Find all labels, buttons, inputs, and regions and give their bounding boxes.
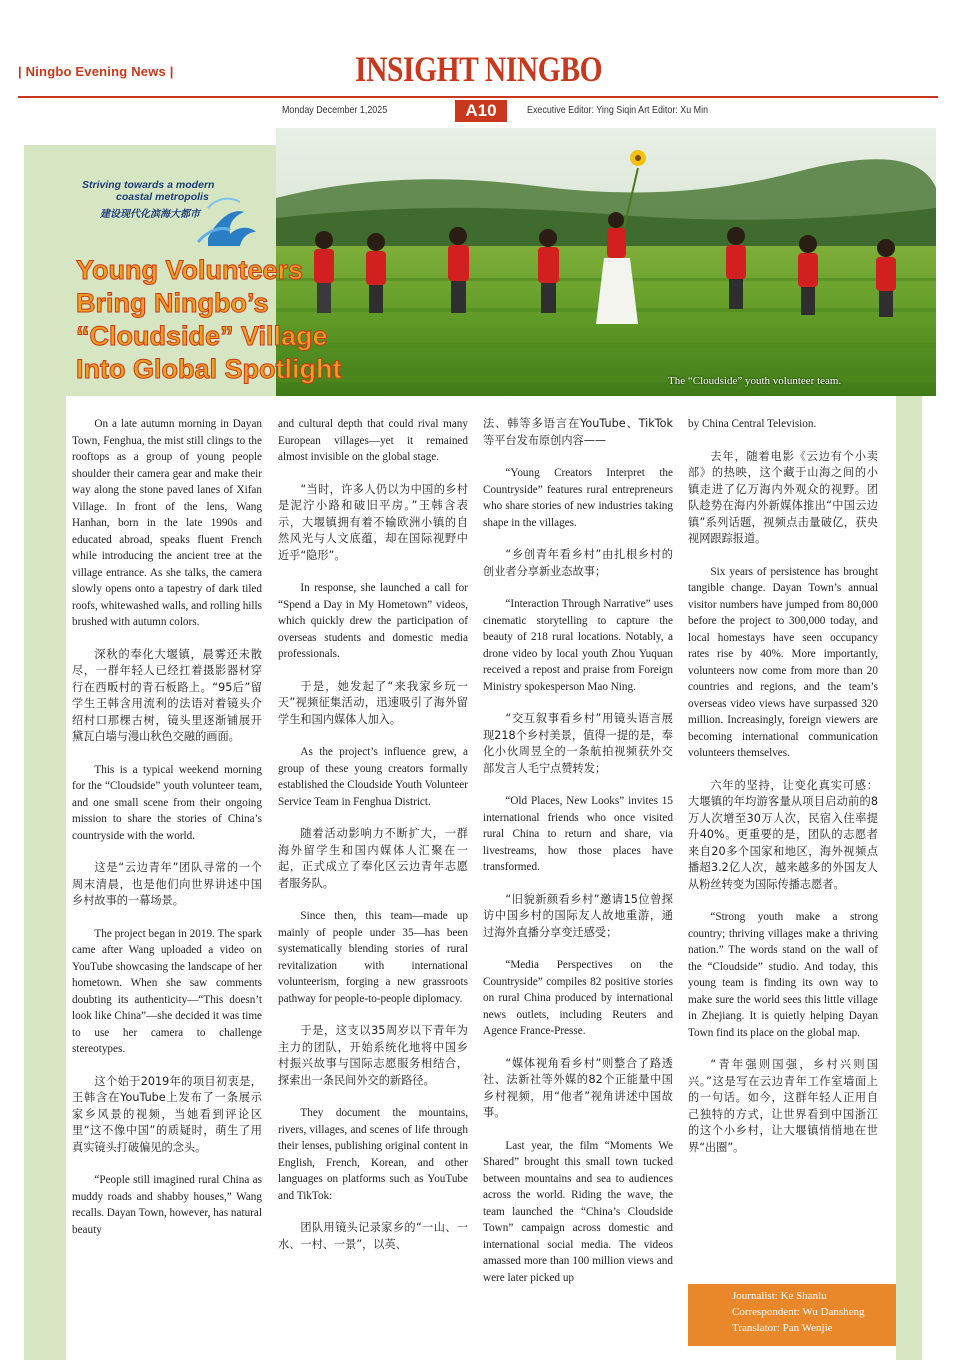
page-number-badge: A10 [455,100,507,122]
paragraph: “Strong youth make a strong country; thriving villages make a thriving nation.” The words stand on the wall of the “Cloudside” studio. And today, this young team is finding its own way to make sure the world sees this little village in Zhejiang. It is quietly helping Dayan Town find its place on the global map. [688,911,878,1039]
article-column-1 [72,416,262,1238]
issue-date: Monday December 1,2025 [282,104,388,116]
paragraph-zh: 随着活动影响力不断扩大，一群海外留学生和国内媒体人汇聚在一起，正式成立了奉化区云边青年志愿者服务队。 [278,827,468,890]
article-column-4 [688,416,878,1156]
headline [76,254,376,386]
masthead-rule [18,96,938,98]
headline-line-2: Bring Ningbo’s [76,288,269,318]
paragraph-zh: “当时，许多人仍以为中国的乡村是泥泞小路和破旧平房。”王韩含表示，大堰镇拥有着不输欧洲小镇的自然风光与人文底蕴，却在国际视野中近乎“隐形”。 [278,482,468,562]
article-column-2 [278,416,468,1253]
paragraph: This is a typical weekend morning for the “Cloudside” youth volunteer team, and one small scene from their ongoing mission to share the stories of China’s countryside with the world. [72,763,262,842]
logo-slogan-en-2: coastal metropolis [116,191,209,203]
headline-line-3: “Cloudside” Village [76,321,328,351]
paragraph-zh: 这是“云边青年”团队寻常的一个周末清晨，也是他们向世界讲述中国乡村故事的一幕场景。 [72,861,262,907]
headline-line-1: Young Volunteers [76,255,304,285]
paragraph-zh: “交互叙事看乡村”用镜头语言展现218个乡村美景，值得一提的是，奉化小伙周昱全的一条航拍视频获外交部发言人毛宁点赞转发； [483,712,673,775]
paragraph-zh: “乡创青年看乡村”由扎根乡村的创业者分享新业态故事； [483,548,673,578]
photo-caption: The “Cloudside” youth volunteer team. [668,375,842,387]
paragraph-zh: 于是，这支以35周岁以下青年为主力的团队，开始系统化地将中国乡村振兴故事与国际志愿服务相结合，探索出一条民间外交的新路径。 [278,1024,468,1087]
paragraph-zh: “青年强则国强，乡村兴则国兴。”这是写在云边青年工作室墙面上的一句话。如今，这群年轻人正用自己独特的方式，让世界看到中国浙江的这个小乡村，让大堰镇悄悄地在世界“出圈”。 [688,1058,878,1154]
paragraph: The project began in 2019. The spark came after Wang uploaded a video on YouTube showcasing the landscape of her hometown. When she saw comments doubting its authenticity—“This doesn’t look like China”—she decided it was time to use her camera to challenge stereotypes. [72,927,262,1055]
logo-slogan-zh: 建设现代化滨海大都市 [100,209,200,220]
headline-line-4: Into Global Spotlight [76,354,342,384]
credits-box [688,1284,896,1346]
editors-line: Executive Editor: Ying Siqin Art Editor: Xu Min [527,104,709,116]
paragraph: “Media Perspectives on the Countryside” compiles 82 positive stories on rural China produced by international news outlets, including Reuters and Agence France-Presse. [483,959,673,1037]
paragraph: On a late autumn morning in Dayan Town, Fenghua, the mist still clings to the rooftops as a group of young people shoulder their camera gear and make their way along the stone paved lanes of Xifan Village. In front of the lens, Wang Hanhan, born in the late 1990s and educated abroad, speaks fluent French while introducing the ancient tree at the village entrance. As she talks, the camera slowly opens onto a tapestry of dark tiled roofs, whitewashed walls, and rolling hills brushed with autumn colors. [72,418,262,628]
correspondent-credit: Correspondent: Wu Dansheng [732,1306,865,1318]
paragraph: Six years of persistence has brought tangible change. Dayan Town’s annual visitor numbers have jumped from 80,000 before the project to 300,000 today, and local homestays have seen occupancy rates rise by 40%. More importantly, volunteers now come from more than 20 countries and regions, and the team’s overseas video views have surpassed 320 million. Increasingly, foreign viewers are becoming international communication volunteers themselves. [688,565,878,759]
article-column-3 [483,416,673,1286]
section-title: INSIGHT NINGBO [355,49,603,89]
paragraph-zh: “媒体视角看乡村”则整合了路透社、法新社等外媒的82个正能量中国乡村视频，用“他者”视角讲述中国故事。 [483,1056,673,1119]
masthead [0,0,956,128]
publication-name: | Ningbo Evening News | [18,64,174,79]
paragraph: Since then, this team—made up mainly of people under 35—has been systematically blending stories of rural revitalization with international volunteerism, forging a new grassroots pathway for people-to-people diplomacy. [278,910,468,1005]
paragraph: “People still imagined rural China as muddy roads and shabby houses,” Wang recalls. Dayan Town, however, has natural beauty [72,1174,262,1236]
paragraph: “Young Creators Interpret the Countryside” features rural entrepreneurs who share stories of new industries taking shape in the villages. [483,467,673,529]
paragraph-zh: 法、韩等多语言在YouTube、TikTok等平台发布原创内容—— [483,417,673,447]
paragraph: In response, she launched a call for “Spend a Day in My Hometown” videos, which quickly drew the participation of overseas students and domestic media professionals. [278,582,468,660]
paragraph: “Old Places, New Looks” invites 15 international friends who once visited rural China to return and share, via livestreams, how those places have transformed. [483,795,673,873]
paragraph-zh: 深秋的奉化大堰镇，晨雾还未散尽，一群年轻人已经扛着摄影器材穿行在西畈村的青石板路上。“95后”留学生王韩含用流利的法语对着镜头介绍村口那棵古树，镜头里逐渐铺展开黛瓦白墙与漫山秋色交融的画面。 [72,647,262,743]
paragraph-zh: 团队用镜头记录家乡的“一山、一水、一村、一景”，以英、 [278,1221,468,1251]
journalist-credit: Journalist: Ke Shanlu [732,1290,827,1302]
paragraph-zh: 于是，她发起了“来我家乡玩一天”视频征集活动，迅速吸引了海外留学生和国内媒体人加入。 [278,679,468,726]
paragraph: They document the mountains, rivers, villages, and scenes of life through their lenses, publishing original content in English, French, Korean, and other languages on platforms such as YouTube and TikTok: [278,1107,468,1202]
paragraph-zh: 去年，随着电影《云边有个小卖部》的热映，这个藏于山海之间的小镇走进了亿万海内外观众的视野。团队趁势在海内外新媒体推出“中国云边镇”系列话题，视频点击量破亿，获央视网跟踪报道。 [688,449,878,545]
translator-credit: Translator: Pan Wenjie [732,1322,833,1334]
paragraph: Last year, the film “Moments We Shared” brought this small town tucked between mountains and sea to audiences across the world. Riding the wave, the team launched the “China’s Cloudside Town” campaign across domestic and international social media. The videos amassed more than 100 million views and were later picked up [483,1139,673,1284]
paragraph: “Interaction Through Narrative” uses cinematic storytelling to capture the beauty of 218 rural locations. Notably, a drone video by local youth Zhou Yuquan received a repost and praise from Foreign Ministry spokesperson Mao Ning. [483,598,673,693]
paragraph-zh: 六年的坚持，让变化真实可感：大堰镇的年均游客量从项目启动前的8万人次增至30万人次，民宿入住率提升40%。更重要的是，团队的志愿者来自20多个国家和地区，海外视频点播超3.2亿人次，越来越多的外国友人从粉丝转变为国际传播志愿者。 [688,778,878,891]
paragraph: As the project’s influence grew, a group of these young creators formally established the Cloudside Youth Volunteer Service Team in Fenghua District. [278,746,468,808]
paragraph-zh: 这个始于2019年的项目初衷是，王韩含在YouTube上发布了一条展示家乡风景的视频，当她看到评论区里“这不像中国”的质疑时，萌生了用真实镜头打破偏见的念头。 [72,1074,262,1154]
paragraph: by China Central Television. [688,418,817,430]
series-logo [58,168,258,248]
paragraph: and cultural depth that could rival many European villages—yet it remained almost invisible on the global stage. [278,418,468,463]
logo-slogan-en-1: Striving towards a modern [82,179,215,191]
paragraph-zh: “旧貌新颜看乡村”邀请15位曾探访中国乡村的国际友人故地重游，通过海外直播分享变迁感受； [483,892,673,939]
